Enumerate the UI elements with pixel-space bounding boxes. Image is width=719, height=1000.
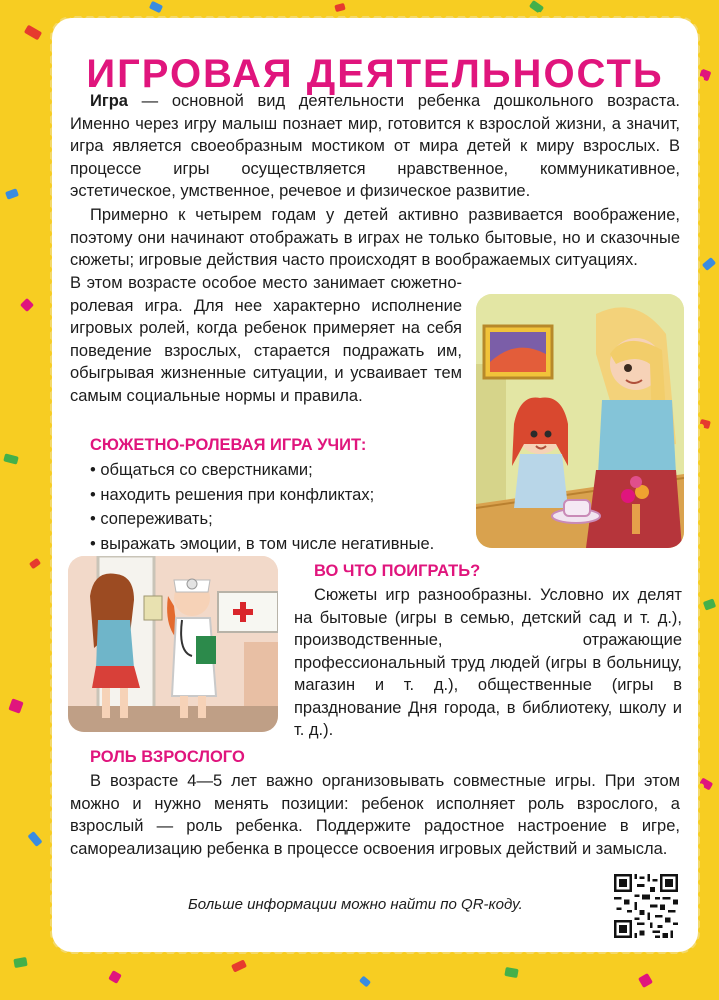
page-title: ИГРОВАЯ ДЕЯТЕЛЬНОСТЬ [86, 52, 664, 96]
role-play-paragraph: В этом возрасте особое место занимает сюжетно-ролевая игра. Для нее характерно исполнение игровых ролей, когда ребенок примеряет на себя поведение взрослых, старается подражать им, обыгрывая жизненные ситуации, и усваивает тем самым социальные нормы и правила. [70, 274, 462, 405]
what-to-play-paragraph: Сюжеты игр разнообразны. Условно их делят на бытовые (игры в семью, детский сад и т. д.), производственные, отражающие профессиональный труд людей (игры в больницу, магазин и т. д.), общественные (игры в празднование Дня города, в библиотеку, школу и т. д.). [294, 586, 682, 739]
adult-role-heading: РОЛЬ ВЗРОСЛОГО [90, 748, 245, 766]
list-item: • общаться со сверстниками; [90, 458, 470, 483]
list-item: • сопереживать; [90, 507, 470, 532]
qr-code[interactable] [614, 874, 678, 938]
list-item: • выражать эмоции, в том числе негативные. [90, 532, 470, 557]
adult-role-paragraph: В возрасте 4—5 лет важно организовывать совместные игры. При этом можно и нужно менять позиции: ребенок исполняет роль взрослого, а взрослый — роль ребенка. Поддержите радостное настроение в игре, самореализацию ребенка в процессе освоения игровых действий и замысла. [70, 772, 680, 858]
teaches-heading: СЮЖЕТНО-РОЛЕВАЯ ИГРА УЧИТ: [90, 436, 367, 454]
content-card [52, 18, 698, 952]
list-item: • находить решения при конфликтах; [90, 483, 470, 508]
intro-paragraph [70, 90, 680, 203]
intro-bold-word: Игра [90, 92, 128, 110]
qr-hint-text: Больше информации можно найти по QR-коду. [188, 896, 523, 913]
teaches-list [90, 458, 470, 556]
illustration-doctor-play [68, 556, 278, 732]
illustration-girl-with-doll [476, 294, 684, 548]
intro-text: — основной вид деятельности ребенка дошкольного возраста. Именно через игру малыш познает мир, готовится к взрослой жизни, а значит, игра является своеобразным мостиком от мира детей к миру взрослых. В процессе игры осуществляется нравственное, коммуникативное, эстетическое, умственное, речевое и физическое развитие. [70, 92, 680, 200]
what-to-play-heading: ВО ЧТО ПОИГРАТЬ? [314, 562, 481, 580]
imagination-paragraph: Примерно к четырем годам у детей активно развивается воображение, поэтому они начинают отображать в играх не только бытовые, но и сказочные сюжеты; игровые действия часто происходят в воображаемых ситуациях. [70, 206, 680, 269]
